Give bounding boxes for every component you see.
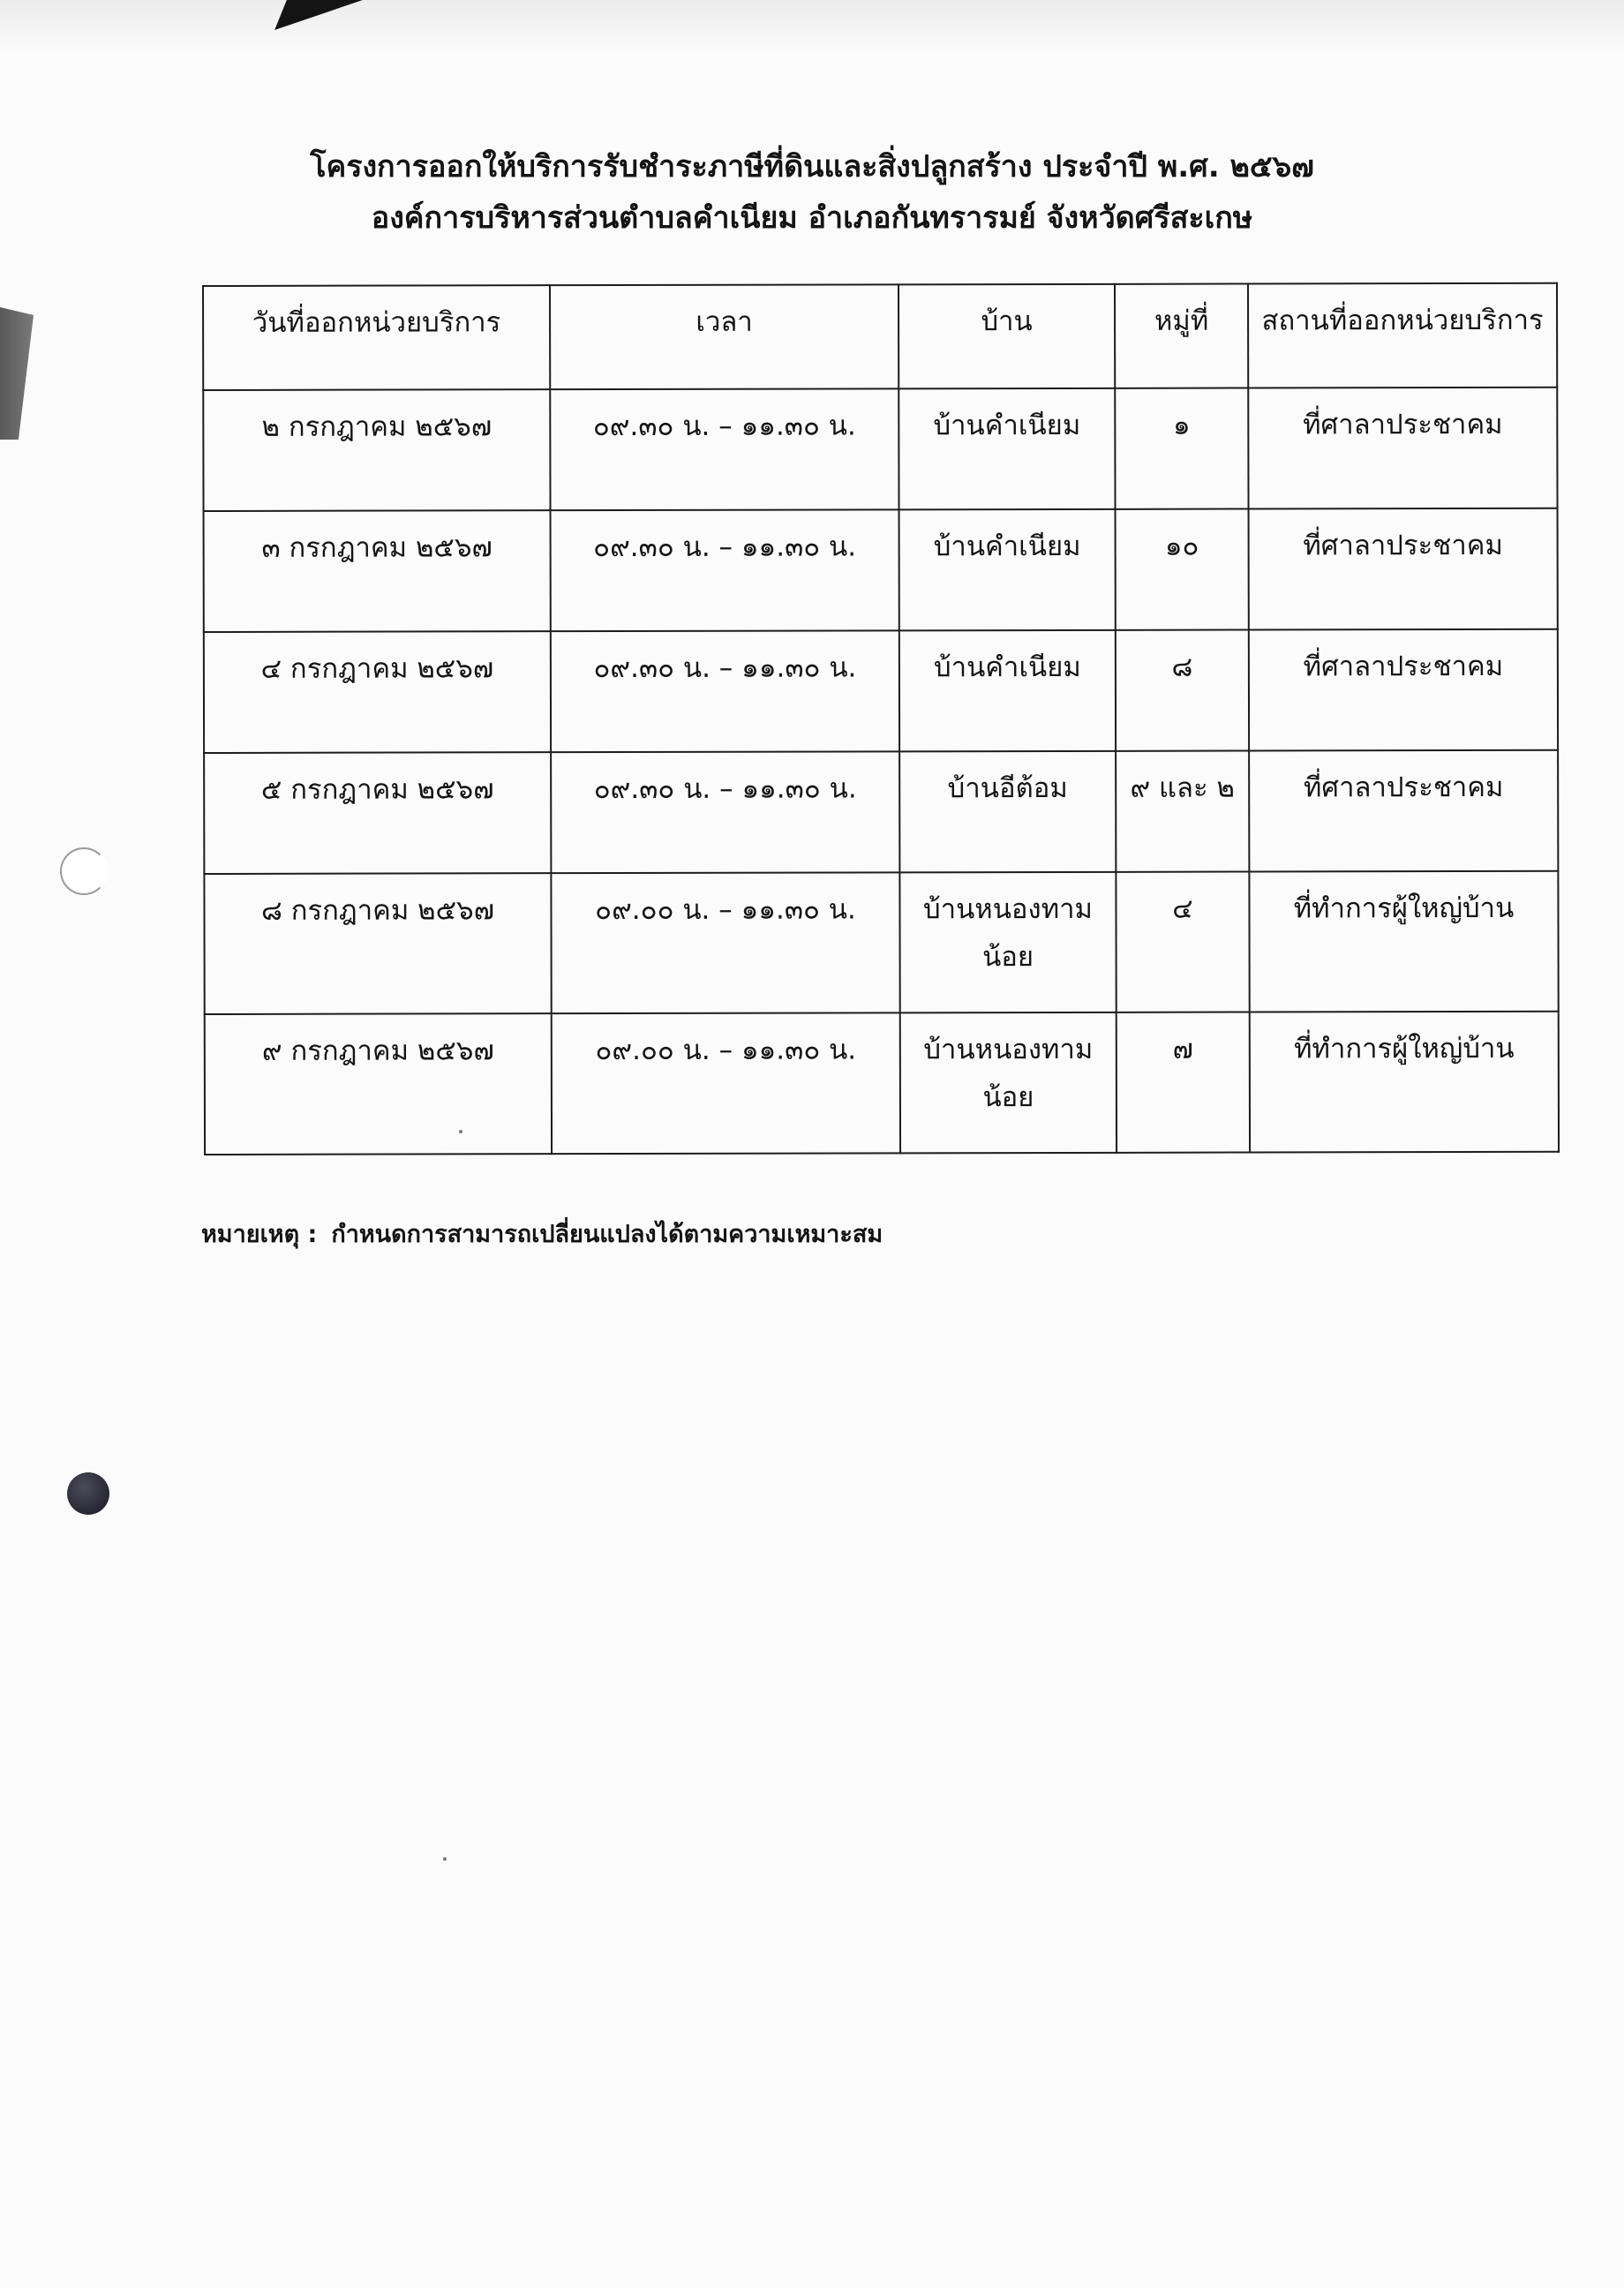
cell-moo: ๗ — [1116, 1012, 1250, 1153]
table-row — [204, 871, 1558, 1014]
header-village: บ้าน — [898, 284, 1115, 389]
cell-village: บ้านคำเนียม — [899, 509, 1116, 631]
scan-speck — [443, 1857, 447, 1861]
cell-village: บ้านอีต้อม — [899, 751, 1116, 873]
cell-date: ๙ กรกฎาคม ๒๕๖๗ — [205, 1013, 552, 1155]
cell-date: ๓ กรกฎาคม ๒๕๖๗ — [204, 510, 551, 632]
table-row — [204, 750, 1558, 874]
header-place: สถานที่ออกหน่วยบริการ — [1248, 283, 1557, 388]
cell-village: บ้านคำเนียม — [898, 388, 1115, 510]
cell-date: ๔ กรกฎาคม ๒๕๖๗ — [204, 631, 551, 753]
cell-time: ๐๙.๐๐ น. – ๑๑.๓๐ น. — [552, 1012, 900, 1154]
cell-time: ๐๙.๓๐ น. – ๑๑.๓๐ น. — [550, 388, 898, 510]
cell-place: ที่ศาลาประชาคม — [1248, 388, 1557, 509]
remark-text: กำหนดการสามารถเปลี่ยนแปลงได้ตามความเหมาะสม — [331, 1221, 883, 1248]
remark-label: หมายเหตุ : — [201, 1221, 318, 1248]
cell-moo: ๙ และ ๒ — [1116, 751, 1249, 872]
cell-place: ที่ศาลาประชาคม — [1249, 508, 1558, 630]
cell-time: ๐๙.๓๐ น. – ๑๑.๓๐ น. — [551, 509, 899, 631]
header-time: เวลา — [550, 284, 898, 389]
cell-time: ๐๙.๐๐ น. – ๑๑.๓๐ น. — [551, 872, 899, 1013]
table-row — [204, 508, 1558, 632]
cell-time: ๐๙.๓๐ น. – ๑๑.๓๐ น. — [551, 751, 899, 873]
cell-date: ๘ กรกฎาคม ๒๕๖๗ — [204, 873, 551, 1014]
corner-mark — [274, 0, 363, 30]
header-moo: หมู่ที่ — [1115, 284, 1248, 388]
punch-hole — [67, 1472, 109, 1515]
scan-shadow — [0, 0, 1624, 53]
cell-place: ที่ทำการผู้ใหญ่บ้าน — [1249, 871, 1558, 1012]
remark — [201, 1215, 883, 1253]
header-date: วันที่ออกหน่วยบริการ — [203, 285, 550, 390]
cell-date: ๕ กรกฎาคม ๒๕๖๗ — [204, 752, 551, 874]
table-header-row — [203, 283, 1557, 390]
cell-place: ที่ศาลาประชาคม — [1249, 629, 1558, 751]
cell-place: ที่ทำการผู้ใหญ่บ้าน — [1250, 1012, 1559, 1153]
cell-place: ที่ศาลาประชาคม — [1249, 750, 1558, 872]
scan-edge-smudge — [0, 307, 34, 440]
service-schedule-table — [202, 282, 1560, 1155]
table-row — [203, 388, 1557, 511]
cell-time: ๐๙.๓๐ น. – ๑๑.๓๐ น. — [551, 630, 899, 752]
cell-moo: ๘ — [1116, 630, 1249, 751]
cell-moo: ๔ — [1116, 872, 1249, 1012]
cell-date: ๒ กรกฎาคม ๒๕๖๗ — [203, 389, 550, 511]
cell-village: บ้านหนองทามน้อย — [900, 1012, 1116, 1154]
cell-village: บ้านหนองทามน้อย — [899, 872, 1116, 1013]
cell-moo: ๑ — [1115, 388, 1248, 509]
table-row — [205, 1012, 1559, 1155]
table-row — [204, 629, 1558, 753]
title-line-organization: องค์การบริหารส่วนตำบลคำเนียม อำเภอกันทรารมย์ จังหวัดศรีสะเกษ — [371, 200, 1253, 236]
cell-village: บ้านคำเนียม — [899, 630, 1116, 752]
cell-moo: ๑๐ — [1116, 509, 1249, 630]
document-title — [203, 141, 1421, 244]
title-line-project: โครงการออกให้บริการรับชำระภาษีที่ดินและสิ่งปลูกสร้าง ประจำปี พ.ศ. ๒๕๖๗ — [310, 149, 1314, 184]
punch-hole-ring — [60, 847, 108, 895]
